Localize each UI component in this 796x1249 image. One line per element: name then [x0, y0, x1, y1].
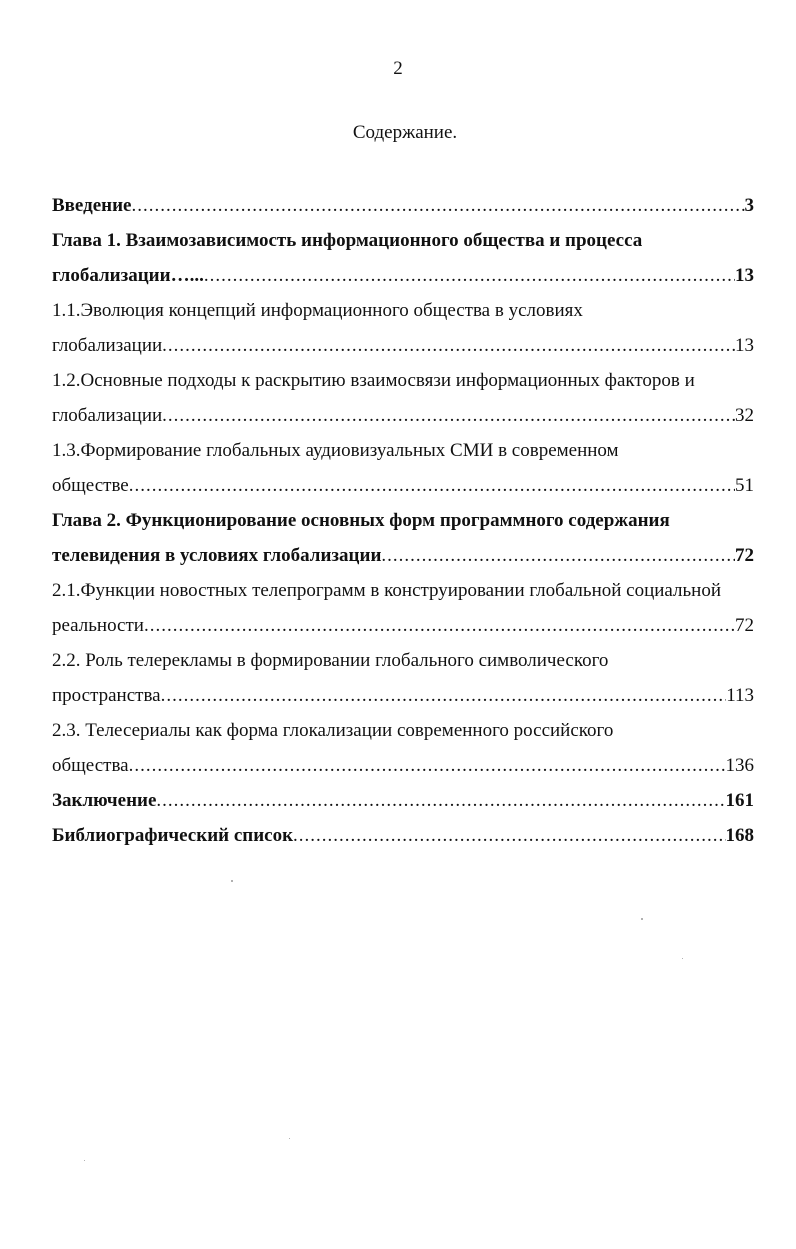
- toc-entry-conclusion[interactable]: [52, 783, 754, 818]
- toc-entry-page: 161: [725, 790, 754, 811]
- toc-entry-page: 32: [735, 405, 754, 426]
- table-of-contents: [52, 188, 754, 853]
- scan-speck: [289, 1138, 290, 1139]
- dot-leader: [161, 678, 727, 713]
- scan-speck: [641, 918, 643, 920]
- toc-entry-chapter-1-line-2[interactable]: [52, 258, 754, 293]
- toc-entry-label: глобализации: [52, 405, 163, 426]
- toc-entry-1-2-line-2[interactable]: [52, 398, 754, 433]
- toc-entry-chapter-2-line-2[interactable]: [52, 538, 754, 573]
- scan-speck: [231, 880, 233, 882]
- toc-entry-chapter-2-line-1[interactable]: [52, 503, 754, 538]
- toc-entry-label: Глава 2. Функционирование основных форм программного содержания: [52, 510, 670, 531]
- dot-leader: [204, 258, 735, 293]
- toc-entry-bibliography[interactable]: [52, 818, 754, 853]
- dot-leader: [162, 328, 735, 363]
- dot-leader: [129, 468, 735, 503]
- toc-entry-label: глобализации: [52, 335, 163, 356]
- toc-entry-label: телевидения в условиях глобализации: [52, 545, 382, 566]
- toc-entry-page: 72: [735, 545, 754, 566]
- toc-entry-label: общества: [52, 755, 129, 776]
- toc-entry-label: 2.1.Функции новостных телепрограмм в конструировании глобальной социальной: [52, 580, 722, 601]
- toc-entry-chapter-1-line-1[interactable]: [52, 223, 754, 258]
- toc-entry-1-3-line-1[interactable]: [52, 433, 754, 468]
- toc-entry-label: реальности: [52, 615, 144, 636]
- toc-title: Содержание.: [352, 122, 458, 143]
- toc-entry-1-1-line-2[interactable]: [52, 328, 754, 363]
- toc-entry-page: 13: [735, 335, 754, 356]
- dot-leader: [132, 188, 745, 223]
- toc-entry-2-1-line-1[interactable]: [52, 573, 754, 608]
- toc-entry-label: 2.3. Телесериалы как форма глокализации современного российского: [52, 720, 614, 741]
- toc-entry-label: 1.3.Формирование глобальных аудиовизуальных СМИ в современном: [52, 440, 619, 461]
- toc-entry-page: 113: [726, 685, 754, 706]
- toc-entry-label: пространства: [52, 685, 161, 706]
- toc-entry-label: Заключение: [52, 790, 157, 811]
- toc-entry-2-1-line-2[interactable]: [52, 608, 754, 643]
- toc-entry-label: Введение: [52, 195, 132, 216]
- dot-leader: [144, 608, 735, 643]
- dot-leader: [156, 783, 725, 818]
- toc-entry-2-2-line-2[interactable]: [52, 678, 754, 713]
- toc-entry-2-3-line-1[interactable]: [52, 713, 754, 748]
- toc-entry-1-1-line-1[interactable]: [52, 293, 754, 328]
- scan-speck: [682, 958, 683, 959]
- page-number: 2: [393, 58, 403, 79]
- toc-entry-label: Глава 1. Взаимозависимость информационного общества и процесса: [52, 230, 643, 251]
- scan-speck: [84, 1160, 85, 1161]
- toc-entry-1-3-line-2[interactable]: [52, 468, 754, 503]
- toc-entry-label: Библиографический список: [52, 825, 294, 846]
- toc-entry-2-2-line-1[interactable]: [52, 643, 754, 678]
- toc-entry-page: 13: [735, 265, 754, 286]
- dot-leader: [162, 398, 735, 433]
- toc-entry-label: 1.2.Основные подходы к раскрытию взаимосвязи информационных факторов и: [52, 370, 695, 391]
- toc-entry-page: 3: [744, 195, 754, 216]
- toc-entry-1-2-line-1[interactable]: [52, 363, 754, 398]
- dot-leader: [129, 748, 726, 783]
- toc-entry-label: 1.1.Эволюция концепций информационного общества в условиях: [52, 300, 583, 321]
- toc-entry-page: 72: [735, 615, 754, 636]
- toc-entry-page: 51: [735, 475, 754, 496]
- toc-entry-label: 2.2. Роль телерекламы в формировании глобального символического: [52, 650, 609, 671]
- toc-entry-page: 168: [725, 825, 754, 846]
- toc-entry-page: 136: [725, 755, 754, 776]
- toc-entry-2-3-line-2[interactable]: [52, 748, 754, 783]
- dot-leader: [293, 818, 725, 853]
- toc-entry-label: обществе: [52, 475, 129, 496]
- dot-leader: [381, 538, 735, 573]
- toc-entry-introduction[interactable]: [52, 188, 754, 223]
- toc-entry-label: глобализации…...: [52, 265, 204, 286]
